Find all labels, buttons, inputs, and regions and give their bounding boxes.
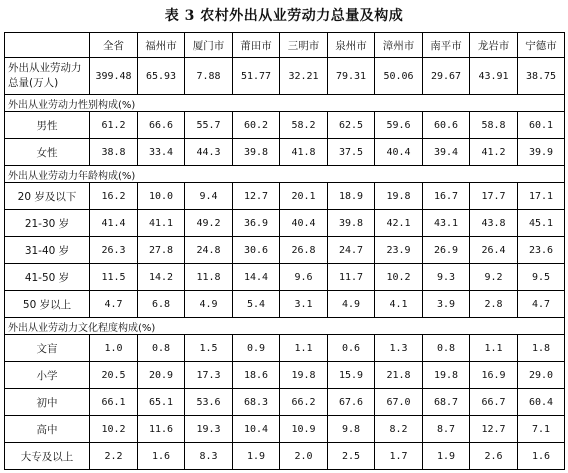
table-cell: 2.6 [470,443,518,470]
row-label: 小学 [5,362,90,389]
column-header: 全省 [90,33,138,58]
table-cell: 60.4 [518,389,565,416]
table-cell: 11.7 [328,264,375,291]
table-cell: 4.7 [518,291,565,318]
total-value: 399.48 [90,58,138,95]
table-cell: 1.1 [470,335,518,362]
row-label: 50 岁以上 [5,291,90,318]
table-cell: 9.3 [423,264,470,291]
table-cell: 43.1 [423,210,470,237]
column-header: 宁德市 [518,33,565,58]
table-cell: 9.4 [185,183,233,210]
total-value: 50.06 [375,58,423,95]
section-title: 外出从业劳动力年龄构成(%) [5,166,565,183]
row-label: 高中 [5,416,90,443]
table-cell: 23.6 [518,237,565,264]
table-cell: 16.2 [90,183,138,210]
table-cell: 19.3 [185,416,233,443]
table-cell: 19.8 [375,183,423,210]
table-cell: 10.0 [138,183,185,210]
table-row [5,183,565,210]
table-cell: 20.5 [90,362,138,389]
total-value: 43.91 [470,58,518,95]
table-cell: 40.4 [280,210,328,237]
table-cell: 5.4 [233,291,280,318]
table-cell: 2.5 [328,443,375,470]
table-cell: 18.9 [328,183,375,210]
table-cell: 43.8 [470,210,518,237]
table-cell: 19.8 [423,362,470,389]
table-cell: 2.0 [280,443,328,470]
table-cell: 60.1 [518,112,565,139]
column-header: 龙岩市 [470,33,518,58]
table-cell: 15.9 [328,362,375,389]
row-label: 男性 [5,112,90,139]
table-cell: 6.8 [138,291,185,318]
table-cell: 26.3 [90,237,138,264]
table-cell: 60.2 [233,112,280,139]
table-cell: 8.7 [423,416,470,443]
table-cell: 9.8 [328,416,375,443]
table-cell: 20.9 [138,362,185,389]
table-cell: 9.2 [470,264,518,291]
row-label: 20 岁及以下 [5,183,90,210]
table-cell: 23.9 [375,237,423,264]
table-cell: 10.9 [280,416,328,443]
table-cell: 45.1 [518,210,565,237]
table-cell: 27.8 [138,237,185,264]
table-cell: 8.3 [185,443,233,470]
table-cell: 4.9 [328,291,375,318]
table-cell: 24.7 [328,237,375,264]
table-cell: 58.2 [280,112,328,139]
total-label: 外出从业劳动力总量(万人) [5,58,90,95]
table-cell: 26.4 [470,237,518,264]
table-cell: 68.3 [233,389,280,416]
table-cell: 66.6 [138,112,185,139]
table-cell: 1.7 [375,443,423,470]
table-cell: 11.8 [185,264,233,291]
table-cell: 39.4 [423,139,470,166]
column-header: 三明市 [280,33,328,58]
total-value: 7.88 [185,58,233,95]
table-cell: 14.2 [138,264,185,291]
total-value: 32.21 [280,58,328,95]
row-label: 41-50 岁 [5,264,90,291]
table-cell: 41.4 [90,210,138,237]
total-value: 51.77 [233,58,280,95]
column-header: 厦门市 [185,33,233,58]
table-cell: 1.0 [90,335,138,362]
row-label: 女性 [5,139,90,166]
header-row [5,33,565,58]
table-cell: 24.8 [185,237,233,264]
table-cell: 2.8 [470,291,518,318]
table-cell: 4.1 [375,291,423,318]
table-cell: 62.5 [328,112,375,139]
section-row [5,166,565,183]
table-cell: 3.1 [280,291,328,318]
table-cell: 1.5 [185,335,233,362]
table-cell: 37.5 [328,139,375,166]
table-row [5,139,565,166]
row-label: 31-40 岁 [5,237,90,264]
table-cell: 1.3 [375,335,423,362]
total-row [5,58,565,95]
table-cell: 3.9 [423,291,470,318]
table-cell: 33.4 [138,139,185,166]
corner-cell [5,33,90,58]
column-header: 漳州市 [375,33,423,58]
table-cell: 17.7 [470,183,518,210]
table-cell: 26.9 [423,237,470,264]
table-cell: 10.2 [90,416,138,443]
column-header: 莆田市 [233,33,280,58]
table-cell: 12.7 [470,416,518,443]
table-cell: 0.9 [233,335,280,362]
table-cell: 10.4 [233,416,280,443]
table-cell: 59.6 [375,112,423,139]
section-title: 外出从业劳动力性别构成(%) [5,95,565,112]
table-cell: 1.9 [233,443,280,470]
total-value: 65.93 [138,58,185,95]
labor-table [4,32,565,470]
table-cell: 17.1 [518,183,565,210]
table-row [5,335,565,362]
table-cell: 30.6 [233,237,280,264]
table-cell: 1.1 [280,335,328,362]
table-cell: 4.9 [185,291,233,318]
table-cell: 39.8 [328,210,375,237]
table-cell: 0.8 [138,335,185,362]
table-cell: 41.2 [470,139,518,166]
table-cell: 9.6 [280,264,328,291]
table-cell: 29.0 [518,362,565,389]
table-cell: 11.6 [138,416,185,443]
table-cell: 39.8 [233,139,280,166]
table-cell: 67.0 [375,389,423,416]
row-label: 大专及以上 [5,443,90,470]
table-cell: 38.8 [90,139,138,166]
table-cell: 2.2 [90,443,138,470]
table-cell: 65.1 [138,389,185,416]
table-cell: 16.9 [470,362,518,389]
table-body [5,33,565,470]
column-header: 泉州市 [328,33,375,58]
section-title: 外出从业劳动力文化程度构成(%) [5,318,565,335]
table-cell: 19.8 [280,362,328,389]
table-row [5,210,565,237]
table-row [5,416,565,443]
table-cell: 8.2 [375,416,423,443]
table-cell: 0.8 [423,335,470,362]
row-label: 文盲 [5,335,90,362]
total-value: 38.75 [518,58,565,95]
table-cell: 58.8 [470,112,518,139]
table-cell: 42.1 [375,210,423,237]
table-cell: 53.6 [185,389,233,416]
table-cell: 39.9 [518,139,565,166]
table-cell: 12.7 [233,183,280,210]
table-cell: 66.2 [280,389,328,416]
row-label: 21-30 岁 [5,210,90,237]
table-cell: 4.7 [90,291,138,318]
table-cell: 68.7 [423,389,470,416]
table-cell: 14.4 [233,264,280,291]
table-title: 表 3 农村外出从业劳动力总量及构成 [164,8,404,24]
total-value: 29.67 [423,58,470,95]
table-cell: 10.2 [375,264,423,291]
table-cell: 66.7 [470,389,518,416]
table-cell: 18.6 [233,362,280,389]
table-row [5,362,565,389]
table-cell: 11.5 [90,264,138,291]
table-cell: 21.8 [375,362,423,389]
total-value: 79.31 [328,58,375,95]
table-row [5,291,565,318]
table-cell: 41.8 [280,139,328,166]
section-row [5,95,565,112]
table-row [5,264,565,291]
table-row [5,237,565,264]
table-cell: 9.5 [518,264,565,291]
table-cell: 60.6 [423,112,470,139]
section-row [5,318,565,335]
table-cell: 20.1 [280,183,328,210]
column-header: 南平市 [423,33,470,58]
table-cell: 66.1 [90,389,138,416]
table-cell: 67.6 [328,389,375,416]
table-cell: 17.3 [185,362,233,389]
table-cell: 1.6 [518,443,565,470]
row-label: 初中 [5,389,90,416]
table-cell: 7.1 [518,416,565,443]
column-header: 福州市 [138,33,185,58]
table-cell: 1.8 [518,335,565,362]
table-cell: 1.9 [423,443,470,470]
table-row [5,112,565,139]
table-cell: 1.6 [138,443,185,470]
table-cell: 36.9 [233,210,280,237]
table-cell: 41.1 [138,210,185,237]
table-row [5,389,565,416]
table-cell: 16.7 [423,183,470,210]
table-cell: 0.6 [328,335,375,362]
table-cell: 49.2 [185,210,233,237]
table-cell: 40.4 [375,139,423,166]
table-cell: 44.3 [185,139,233,166]
table-cell: 55.7 [185,112,233,139]
table-row [5,443,565,470]
table-cell: 61.2 [90,112,138,139]
table-cell: 26.8 [280,237,328,264]
